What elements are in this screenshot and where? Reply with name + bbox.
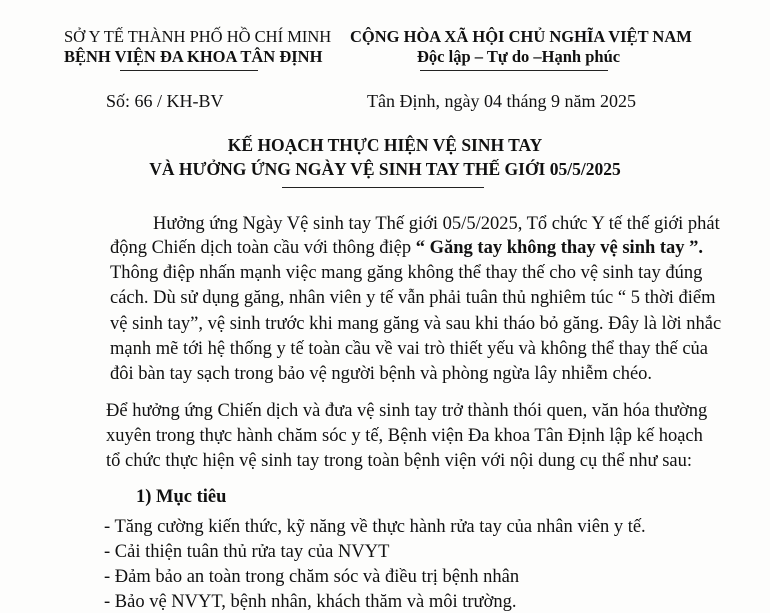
national-title: CỘNG HÒA XÃ HỘI CHỦ NGHĨA VIỆT NAM: [350, 27, 692, 46]
paragraph1-line6: mạnh mẽ tới hệ thống y tế toàn cầu về vai trò thiết yếu và không thể thay thế của: [110, 339, 709, 359]
document-title-line2: VÀ HƯỞNG ỨNG NGÀY VỆ SINH TAY THẾ GIỚI 05/5/2025: [149, 159, 621, 179]
hospital-name: BỆNH VIỆN ĐA KHOA TÂN ĐỊNH: [64, 47, 323, 66]
objective-item: - Đảm bảo an toàn trong chăm sóc và điều trị bệnh nhân: [104, 567, 520, 587]
paragraph1-line4: cách. Dù sử dụng găng, nhân viên y tế vẫn phải tuân thủ nghiêm túc “ 5 thời điểm: [110, 288, 716, 308]
paragraph1-line5: vệ sinh tay”, vệ sinh trước khi mang găng và sau khi tháo bỏ găng. Đây là lời nhắc: [110, 314, 722, 334]
document-number: Số: 66 / KH-BV: [106, 91, 224, 111]
paragraph1-line2-text: động Chiến dịch toàn cầu với thông điệp: [110, 238, 416, 258]
place-and-date: Tân Định, ngày 04 tháng 9 năm 2025: [367, 91, 636, 111]
objective-item: - Cải thiện tuân thủ rửa tay của NVYT: [104, 542, 390, 562]
objective-item: - Tăng cường kiến thức, kỹ năng về thực hành rửa tay của nhân viên y tế.: [104, 517, 646, 537]
hospital-underline: [120, 70, 258, 71]
paragraph1-line3: Thông điệp nhấn mạnh việc mang găng không thể thay thế cho vệ sinh tay đúng: [110, 263, 703, 283]
campaign-slogan: “ Găng tay không thay vệ sinh tay ”.: [415, 238, 704, 258]
paragraph1-line2: [110, 236, 703, 261]
paragraph2-line1: Để hưởng ứng Chiến dịch và đưa vệ sinh tay trở thành thói quen, văn hóa thường: [106, 401, 708, 421]
national-motto: Độc lập – Tự do –Hạnh phúc: [417, 47, 621, 66]
paragraph2-line3: tổ chức thực hiện vệ sinh tay trong toàn bệnh viện với nội dung cụ thể như sau:: [106, 451, 693, 471]
paragraph1-line1: Hưởng ứng Ngày Vệ sinh tay Thế giới 05/5/2025, Tổ chức Y tế thế giới phát: [153, 214, 720, 234]
document-title-line1: KẾ HOẠCH THỰC HIỆN VỆ SINH TAY: [227, 135, 543, 155]
motto-underline: [420, 70, 608, 71]
paragraph2-line2: xuyên trong thực hành chăm sóc y tế, Bệnh viện Đa khoa Tân Định lập kế hoạch: [106, 426, 703, 446]
objective-item: - Bảo vệ NVYT, bệnh nhân, khách thăm và môi trường.: [104, 592, 517, 612]
ministry-name: SỞ Y TẾ THÀNH PHỐ HỒ CHÍ MINH: [64, 27, 332, 46]
title-underline: [282, 187, 484, 188]
section-heading-objectives: 1) Mục tiêu: [136, 487, 227, 507]
paragraph1-line7: đôi bàn tay sạch trong bảo vệ người bệnh và phòng ngừa lây nhiễm chéo.: [110, 364, 653, 384]
